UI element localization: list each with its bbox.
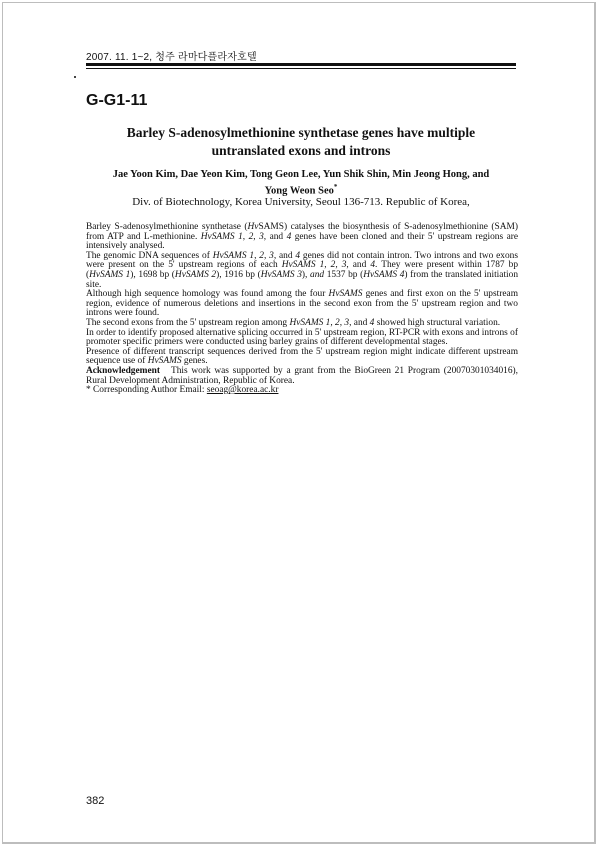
gene-name: 2 xyxy=(330,260,336,271)
running-head: 2007. 11. 1~2, 청주 라마다플라자호텔 xyxy=(86,52,257,63)
text-run: 1537 bp ( xyxy=(324,269,364,280)
header-rule-thick xyxy=(86,63,516,66)
text-run: , and xyxy=(349,317,370,328)
text-run: The second exons from the 5' upstream region among xyxy=(86,317,290,328)
gene-name: HvSAMS 3 xyxy=(260,269,302,280)
text-run: , xyxy=(330,317,336,328)
text-run: ), 1916 bp ( xyxy=(216,269,261,280)
gene-name: HvSAMS 2 xyxy=(174,269,217,280)
acknowledgement-label: Acknowledgement xyxy=(86,365,160,376)
text-run: Although high sequence homology was found among the four xyxy=(86,289,329,300)
gene-name: 3 xyxy=(344,317,350,328)
text-run: , xyxy=(324,260,331,271)
corresponding-author-mark: * xyxy=(333,183,338,191)
gene-name: 2 xyxy=(335,317,340,328)
session-code: G-G1-11 xyxy=(86,92,148,109)
affiliation: Div. of Biotechnology, Korea University, Seoul 136-713. Republic of Korea, xyxy=(132,196,470,208)
header-rule-thin xyxy=(86,68,516,69)
text-run: genes. xyxy=(181,356,208,367)
text-run: genes did not contain intron. Two introns and two exons were present on the 5' upstream regions of each xyxy=(86,250,519,271)
text-run: genes have been cloned and their 5' upstream regions are intensively analysed. xyxy=(86,231,519,252)
gene-name: HvSAMS xyxy=(147,356,182,367)
gene-name: 3 xyxy=(269,250,274,261)
gene-name: 2 xyxy=(248,231,254,242)
email-link[interactable]: seoag@korea.ac.kr xyxy=(206,385,279,396)
text-run: , and xyxy=(273,250,296,261)
abstract-paragraph-1 xyxy=(86,223,518,252)
text-run: , xyxy=(339,317,345,328)
stray-mark xyxy=(74,76,76,78)
gene-name: HvSAMS xyxy=(328,289,363,300)
gene-name: 4 xyxy=(369,317,375,328)
text-run: ), xyxy=(301,269,310,280)
gene-name: HvSAMS 1 xyxy=(289,317,331,328)
gene-name: 3 xyxy=(259,231,264,242)
text-run: , and xyxy=(346,260,371,271)
text-run: ) from the translated initiation site. xyxy=(86,269,519,290)
text-run: The genomic DNA sequences of xyxy=(86,250,213,261)
text-run: SAMS) catalyses the biosynthesis of S-adenosylmethionine (SAM) from ATP and L-methionine. xyxy=(86,222,518,242)
gene-name: HvSAMS 1 xyxy=(200,231,243,242)
gene-name: HvSAMS 1 xyxy=(281,260,325,271)
corresponding-author-label: * Corresponding Author Email: xyxy=(86,385,207,396)
gene-name: 4 xyxy=(286,231,292,242)
text-run: Barley S-adenosylmethionine synthetase ( xyxy=(86,222,248,232)
gene-name: Hv xyxy=(247,222,259,232)
acknowledgement xyxy=(86,365,521,386)
gene-name: HvSAMS 1 xyxy=(89,269,131,280)
authors-line-2-text: Yong Weon Seo xyxy=(264,185,334,197)
text-run: , xyxy=(254,250,260,261)
text-run: , xyxy=(263,250,270,261)
gene-name: 4 xyxy=(370,260,376,271)
gene-name: 2 xyxy=(259,250,264,261)
text-run: , and xyxy=(263,231,287,242)
text-run: , xyxy=(253,231,260,242)
paper-title xyxy=(86,124,516,160)
author-list xyxy=(86,168,516,198)
corresponding-author xyxy=(86,386,518,396)
text-run: . They were present within 1787 bp ( xyxy=(86,260,519,280)
page-number: 382 xyxy=(86,795,105,807)
gene-name: 4 xyxy=(295,250,301,261)
italic-word: and xyxy=(310,269,325,280)
abstract-paragraph-2 xyxy=(86,252,518,290)
authors-line-1: Jae Yoon Kim, Dae Yeon Kim, Tong Geon Lee, Yun Shik Shin, Min Jeong Hong, and xyxy=(112,169,490,180)
abstract-paragraph-3 xyxy=(86,290,518,319)
text-run: Presence of different transcript sequences derived from the 5' upstream region might indicate different upstream sequence use of xyxy=(86,346,518,367)
text-run: , xyxy=(242,231,249,242)
gene-name: HvSAMS 1 xyxy=(212,250,255,261)
abstract xyxy=(86,222,521,396)
text-run: showed high structural variation. xyxy=(374,317,501,328)
gene-name: HvSAMS 4 xyxy=(363,269,405,280)
text-run: genes and first exon on the 5' upstream region, evidence of numerous deletions and insertions in the second exon from the 5' upstream region and two introns were found. xyxy=(86,289,518,319)
abstract-paragraph-6 xyxy=(86,348,518,367)
gene-name: 3 xyxy=(341,260,347,271)
title-line-2: untranslated exons and introns xyxy=(211,143,391,158)
title-line-1: Barley S-adenosylmethionine synthetase genes have multiple xyxy=(126,125,476,140)
acknowledgement-text: This work was supported by a grant from the BioGreen 21 Program (20070301034016), Rural Development Administration, Republic of Korea. xyxy=(86,365,521,386)
text-run: ), 1698 bp ( xyxy=(130,269,175,280)
text-run: , xyxy=(335,260,342,271)
abstract-paragraph-5: In order to identify proposed alternative splicing occurred in 5' upstream region, RT-PCR with exons and introns of promoter specific primers were conducted using barley grains of different developmental stages. xyxy=(86,327,518,348)
